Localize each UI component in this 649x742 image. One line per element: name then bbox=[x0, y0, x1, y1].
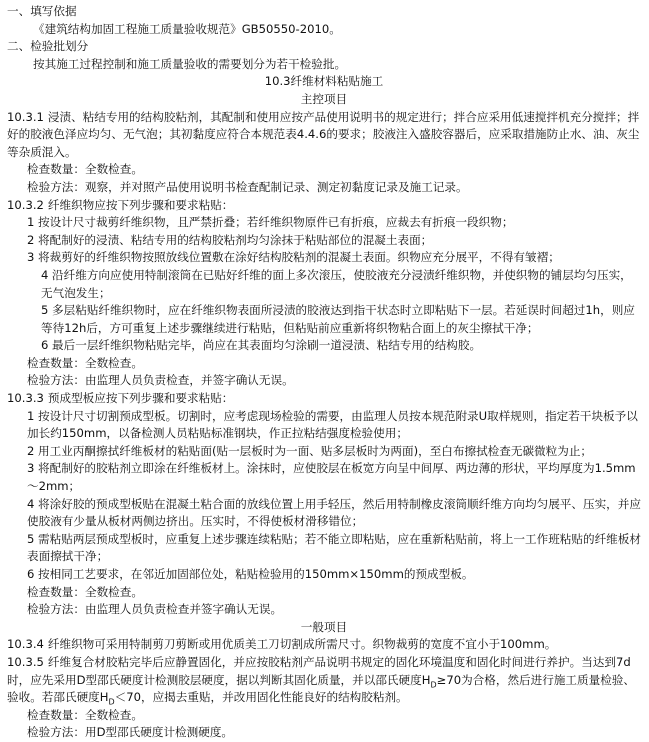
clause-text: 纤维织物可采用特制剪刀剪断或用优质美工刀切割成所需尺寸。织物裁剪的宽度不宜小于100mm。 bbox=[47, 637, 557, 652]
inspection-quantity: 检查数量：全数检查。 bbox=[27, 584, 143, 599]
inspection-method: 检验方法：由监理人员负责检查，并签字确认无误。 bbox=[27, 373, 294, 388]
inspection-quantity: 检查数量：全数检查。 bbox=[27, 355, 143, 370]
general-items-heading: 一般项目 bbox=[300, 619, 348, 634]
clause-text-a: 纤维复合材胶粘完毕后应静置固化，并应按胶粘剂产品说明书规定的固化环境温度和固化时间进行养护。当达到7d时，应先采用D型邵氏硬度计检测胶层硬度，据以判断其固化质量，并以邵氏硬度H bbox=[7, 654, 631, 687]
clause-number: 10.3.1 bbox=[7, 109, 44, 124]
step-4: 4 将涂好胶的预成型板贴在混凝土粘合面的放线位置上用手轻压，然后用特制橡皮滚筒顺纤维方向均匀展平、压实，并应使胶液有少量从板材两侧边挤出。压实时，不得使板材滑移错位； bbox=[27, 496, 641, 529]
clause-text-b: ≥70为合格，然后进行施工质量检验、验收。若邵氏硬度H bbox=[7, 672, 635, 705]
step-6: 6 按相同工艺要求，在邻近加固部位处，粘贴检验用的150mm×150mm的预成型板。 bbox=[27, 567, 474, 581]
step-5: 5 多层粘贴纤维织物时，应在纤维织物表面所浸渍的胶液达到指干状态时立即粘贴下一层。若延误时间超过1h，则应等待12h后，方可重复上述步骤继续进行粘贴，但粘贴前应重新将织物粘合面上的灰尘擦拭干净； bbox=[41, 303, 635, 335]
clause-text-c: ＜70，应揭去重贴，并改用固化性能良好的结构胶粘剂。 bbox=[114, 690, 408, 705]
inspection-method: 检验方法：观察，并对照产品使用说明书检查配制记录、测定初黏度记录及施工记录。 bbox=[27, 179, 468, 194]
step-1: 1 按设计尺寸切割预成型板。切割时，应考虑现场检验的需要，由监理人员按本规范附录U取样规则，指定若干块板予以加长约150mm，以备检测人员粘贴标准钢块，作正拉粘结强度检验使用； bbox=[27, 408, 638, 441]
inspection-method: 检验方法：由监理人员负责检查并签字确认无误。 bbox=[27, 602, 283, 617]
clause-number: 10.3.2 bbox=[7, 197, 44, 212]
subscript-d: D bbox=[430, 679, 437, 689]
section-1-heading: 一、填写依据 bbox=[7, 4, 77, 18]
step-6: 6 最后一层纤维织物粘贴完毕，尚应在其表面均匀涂刷一道浸渍、粘结专用的结构胶。 bbox=[41, 338, 482, 353]
clause-number: 10.3.4 bbox=[7, 637, 44, 652]
section-title: 10.3纤维材料粘贴施工 bbox=[264, 74, 384, 89]
inspection-method: 检验方法：用D型邵氏硬度计检测硬度。 bbox=[27, 725, 234, 740]
subscript-d: D bbox=[108, 697, 115, 707]
step-3: 3 将配制好的胶粘剂立即涂在纤维板材上。涂抹时，应使胶层在板宽方向呈中间厚、两边薄的形状，平均厚度为1.5mm～2mm； bbox=[27, 461, 636, 494]
basis-standard: 《建筑结构加固工程施工质量验收规范》GB50550-2010。 bbox=[33, 21, 341, 36]
clause-10-3-1 bbox=[7, 109, 641, 162]
inspection-quantity: 检查数量：全数检查。 bbox=[27, 707, 143, 722]
section-2-text: 按其施工过程控制和施工质量验收的需要划分为若干检验批。 bbox=[33, 56, 347, 71]
clause-intro: 预成型板应按下列步骤和要求粘贴： bbox=[47, 391, 234, 406]
clause-intro: 纤维织物应按下列步骤和要求粘贴： bbox=[47, 197, 234, 212]
clause-text: 浸渍、粘结专用的结构胶粘剂，其配制和使用应按产品使用说明书的规定进行；拌合应采用低速搅拌机充分搅拌；拌好的胶液色泽应均匀、无气泡；其初黏度应符合本规范表4.4.6的要求；胶液注入盛胶容器后，应采取措施防止水、油、灰尘等杂质混入。 bbox=[7, 109, 640, 159]
clause-number: 10.3.3 bbox=[7, 391, 44, 406]
step-3: 3 将裁剪好的纤维织物按照放线位置敷在涂好结构胶粘剂的混凝土表面。织物应充分展平，不得有皱褶； bbox=[27, 250, 560, 265]
step-5: 5 需粘贴两层预成型板时，应重复上述步骤连续粘贴；若不能立即粘贴，应在重新粘贴前，将上一工作班粘贴的纤维板材表面擦拭干净； bbox=[27, 531, 641, 564]
section-2-heading: 二、检验批划分 bbox=[7, 39, 89, 54]
clause-10-3-4 bbox=[7, 636, 641, 654]
step-4: 4 沿纤维方向应使用特制滚筒在已贴好纤维的面上多次滚压，使胶液充分浸渍纤维织物，并使织物的铺层均匀压实，无气泡发生； bbox=[41, 267, 632, 300]
main-items-heading: 主控项目 bbox=[300, 91, 348, 106]
clause-number: 10.3.5 bbox=[7, 654, 44, 669]
step-2: 2 将配制好的浸渍、粘结专用的结构胶粘剂均匀涂抹于粘贴部位的混凝土表面； bbox=[27, 232, 433, 247]
inspection-quantity: 检查数量：全数检查。 bbox=[27, 162, 143, 177]
step-1: 1 按设计尺寸裁剪纤维织物，且严禁折叠；若纤维织物原件已有折痕，应裁去有折痕一段织物； bbox=[27, 215, 514, 230]
clause-10-3-3 bbox=[7, 390, 641, 408]
clause-10-3-2 bbox=[7, 197, 641, 215]
step-2: 2 用工业丙酮擦拭纤维板材的粘贴面(贴一层板时为一面、贴多层板时为两面)，至白布擦拭检查无碳微粒为止； bbox=[27, 443, 593, 458]
clause-10-3-5 bbox=[7, 654, 641, 707]
